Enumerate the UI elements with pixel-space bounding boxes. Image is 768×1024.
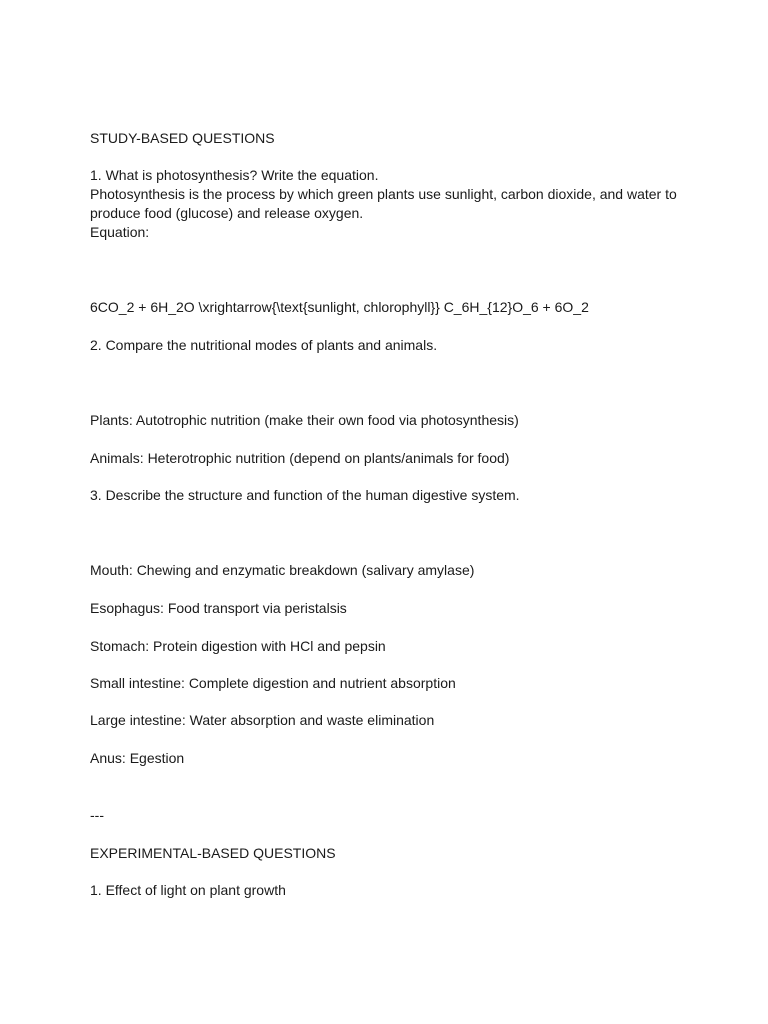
- q3-item-stomach: Stomach: Protein digestion with HCl and pepsin: [90, 638, 386, 654]
- q2-question: 2. Compare the nutritional modes of plants and animals.: [90, 337, 438, 353]
- q2-item-plants: Plants: Autotrophic nutrition (make their own food via photosynthesis): [90, 412, 519, 428]
- q2-item-animals: Animals: Heterotrophic nutrition (depend on plants/animals for food): [90, 450, 510, 466]
- study-heading: STUDY-BASED QUESTIONS: [90, 130, 275, 146]
- section-separator: ---: [90, 807, 104, 823]
- q1-answer: Photosynthesis is the process by which green plants use sunlight, carbon dioxide, and water to produce food (glucose) and release oxygen.: [90, 186, 677, 221]
- q3-item-esophagus: Esophagus: Food transport via peristalsis: [90, 600, 347, 616]
- experimental-heading: EXPERIMENTAL-BASED QUESTIONS: [90, 845, 336, 861]
- q3-question: 3. Describe the structure and function of the human digestive system.: [90, 487, 520, 503]
- q3-item-large-intestine: Large intestine: Water absorption and waste elimination: [90, 712, 435, 728]
- eq1-question: 1. Effect of light on plant growth: [90, 882, 286, 898]
- q1-equation-label: Equation:: [90, 224, 150, 240]
- q3-item-anus: Anus: Egestion: [90, 750, 185, 766]
- q3-item-small-intestine: Small intestine: Complete digestion and nutrient absorption: [90, 675, 456, 691]
- q3-item-mouth: Mouth: Chewing and enzymatic breakdown (salivary amylase): [90, 562, 475, 578]
- q1-equation: 6CO_2 + 6H_2O \xrightarrow{\text{sunlight, chlorophyll}} C_6H_{12}O_6 + 6O_2: [90, 299, 589, 315]
- q1-question: 1. What is photosynthesis? Write the equation.: [90, 167, 379, 183]
